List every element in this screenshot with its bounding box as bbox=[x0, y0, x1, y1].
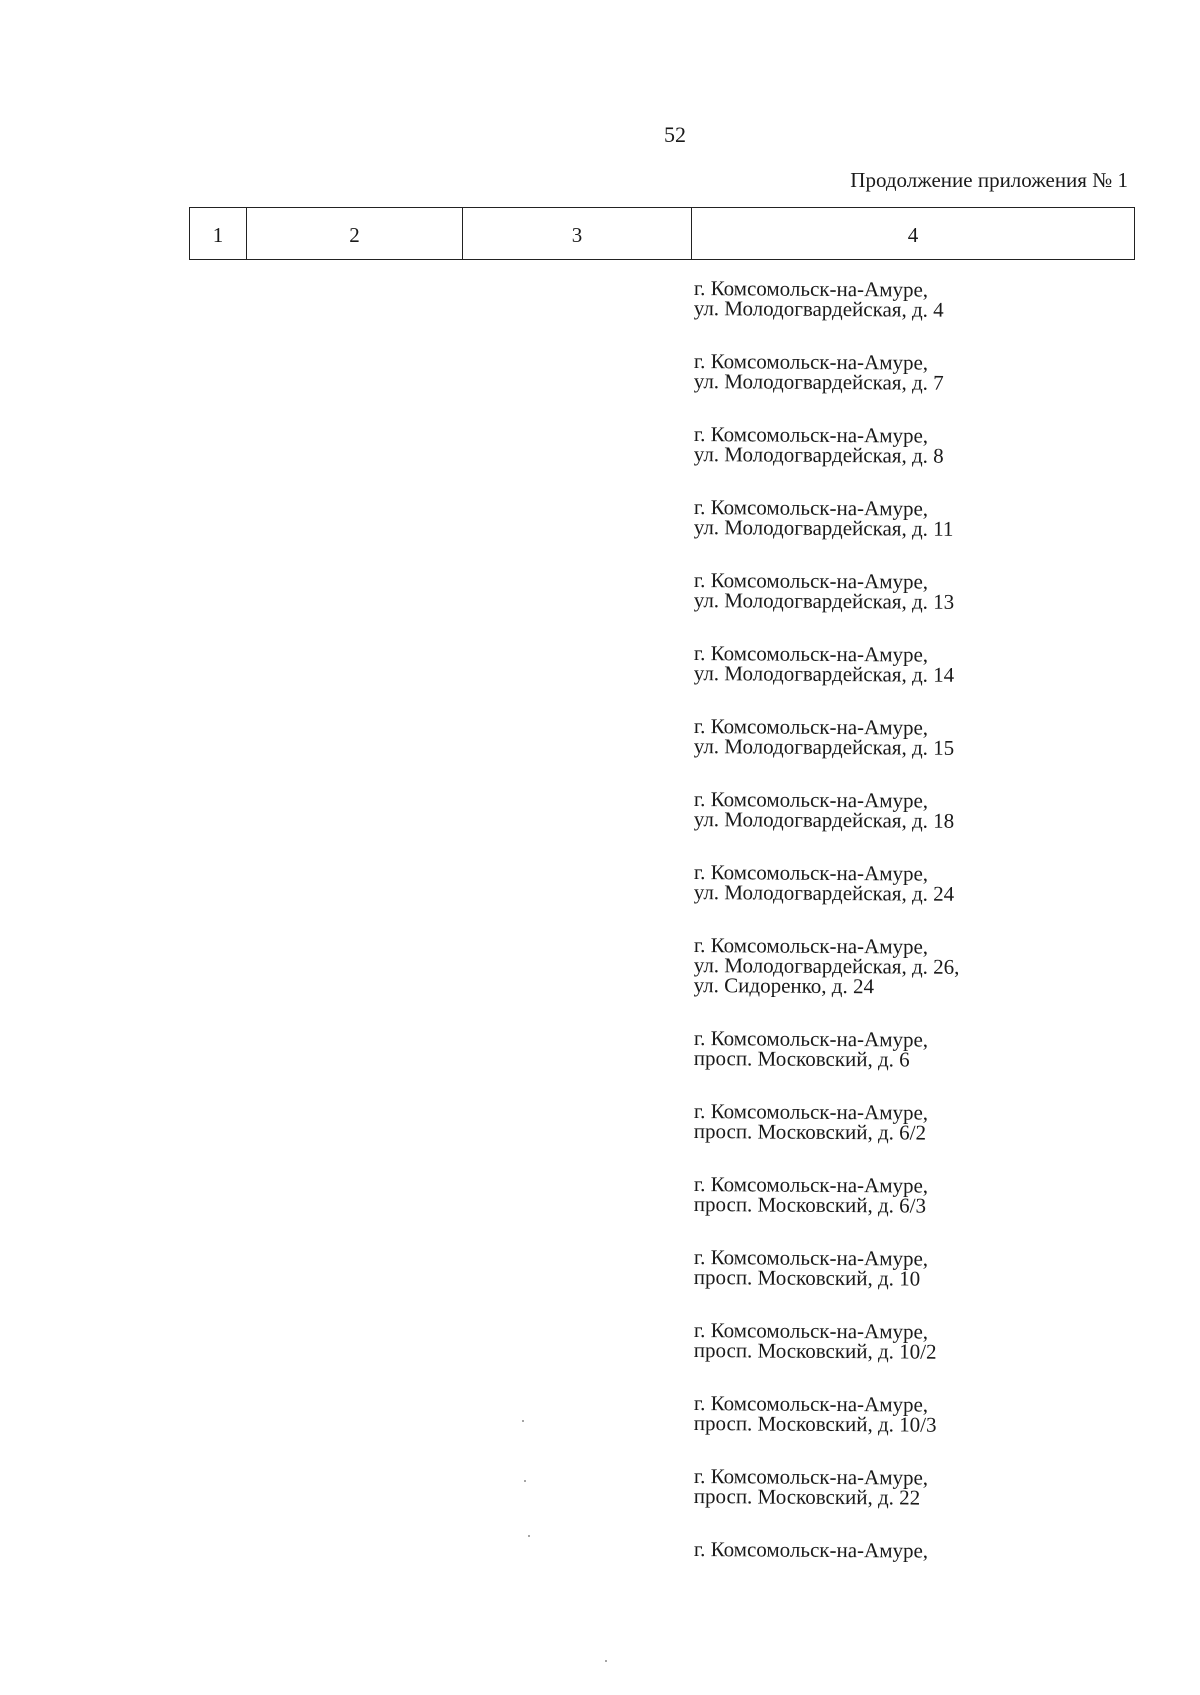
address-line: г. Комсомольск-на-Амуре, bbox=[693, 568, 929, 594]
address-entry bbox=[694, 497, 1134, 540]
address-line: просп. Московский, д. 10/3 bbox=[693, 1410, 937, 1437]
address-entry bbox=[694, 862, 1134, 905]
scan-speck bbox=[528, 1535, 530, 1537]
address-entry bbox=[694, 1539, 1134, 1562]
address-line: г. Комсомольск-на-Амуре, bbox=[693, 860, 929, 886]
address-line: г. Комсомольск-на-Амуре, bbox=[693, 422, 929, 448]
address-line: г. Комсомольск-на-Амуре, bbox=[693, 641, 929, 667]
address-entry bbox=[694, 1028, 1134, 1071]
address-entry bbox=[694, 1174, 1134, 1217]
column-header-3: 3 bbox=[463, 208, 692, 260]
address-entry bbox=[694, 1466, 1134, 1509]
column-header-row bbox=[190, 208, 1135, 260]
address-line: ул. Молодогвардейская, д. 15 bbox=[693, 733, 955, 760]
address-line: ул. Молодогвардейская, д. 14 bbox=[693, 660, 955, 687]
address-line: г. Комсомольск-на-Амуре, bbox=[693, 787, 929, 813]
address-line: г. Комсомольск-на-Амуре, bbox=[693, 1099, 929, 1125]
address-line: г. Комсомольск-на-Амуре, bbox=[693, 714, 929, 740]
address-line: просп. Московский, д. 6/3 bbox=[693, 1191, 927, 1218]
address-entry bbox=[694, 789, 1134, 832]
address-line: ул. Молодогвардейская, д. 13 bbox=[693, 587, 955, 614]
scan-speck bbox=[524, 1480, 526, 1482]
address-entry bbox=[694, 1101, 1134, 1144]
address-entry bbox=[694, 1247, 1134, 1290]
address-line: г. Комсомольск-на-Амуре, bbox=[693, 276, 929, 302]
address-line: г. Комсомольск-на-Амуре, bbox=[693, 1318, 929, 1344]
address-line: ул. Молодогвардейская, д. 11 bbox=[693, 514, 954, 541]
column-header-4: 4 bbox=[692, 208, 1135, 260]
address-line: г. Комсомольск-на-Амуре, bbox=[693, 1245, 929, 1271]
column-header-table bbox=[189, 207, 1135, 260]
address-line: просп. Московский, д. 10/2 bbox=[693, 1337, 937, 1364]
address-line: ул. Молодогвардейская, д. 18 bbox=[693, 806, 955, 833]
address-line: ул. Молодогвардейская, д. 24 bbox=[693, 879, 955, 906]
column-header-2: 2 bbox=[247, 208, 463, 260]
address-line: г. Комсомольск-на-Амуре, bbox=[693, 933, 929, 959]
address-line: просп. Московский, д. 22 bbox=[693, 1483, 921, 1510]
address-entry bbox=[694, 935, 1134, 998]
address-line: просп. Московский, д. 6/2 bbox=[693, 1118, 927, 1145]
address-entry bbox=[694, 570, 1134, 613]
address-line: г. Комсомольск-на-Амуре, bbox=[693, 1026, 929, 1052]
address-line: ул. Молодогвардейская, д. 7 bbox=[693, 368, 944, 395]
address-line: г. Комсомольск-на-Амуре, bbox=[693, 1464, 929, 1490]
address-line: г. Комсомольск-на-Амуре, bbox=[693, 495, 929, 521]
address-entry bbox=[694, 278, 1134, 321]
address-entry bbox=[694, 351, 1134, 394]
address-entry bbox=[694, 716, 1134, 759]
address-line: ул. Молодогвардейская, д. 8 bbox=[693, 441, 944, 468]
address-entry bbox=[694, 643, 1134, 686]
address-line: г. Комсомольск-на-Амуре, bbox=[693, 349, 929, 375]
address-entry bbox=[694, 1320, 1134, 1363]
address-entry bbox=[694, 424, 1134, 467]
address-line: г. Комсомольск-на-Амуре, bbox=[693, 1172, 929, 1198]
column-header-1: 1 bbox=[190, 208, 247, 260]
address-line: ул. Молодогвардейская, д. 4 bbox=[693, 295, 944, 322]
address-line: г. Комсомольск-на-Амуре, bbox=[693, 1537, 929, 1563]
address-entry bbox=[694, 1393, 1134, 1436]
address-line: ул. Сидоренко, д. 24 bbox=[693, 972, 875, 999]
page-number: 52 bbox=[664, 122, 686, 147]
scan-speck bbox=[605, 1660, 607, 1662]
continuation-note: Продолжение приложения № 1 bbox=[850, 168, 1128, 192]
address-line: г. Комсомольск-на-Амуре, bbox=[693, 1391, 929, 1417]
address-line: просп. Московский, д. 6 bbox=[693, 1045, 910, 1072]
address-list bbox=[694, 278, 1134, 1592]
address-line: просп. Московский, д. 10 bbox=[693, 1264, 921, 1291]
address-line: ул. Молодогвардейская, д. 26, bbox=[693, 952, 960, 979]
scan-speck bbox=[522, 1420, 524, 1422]
